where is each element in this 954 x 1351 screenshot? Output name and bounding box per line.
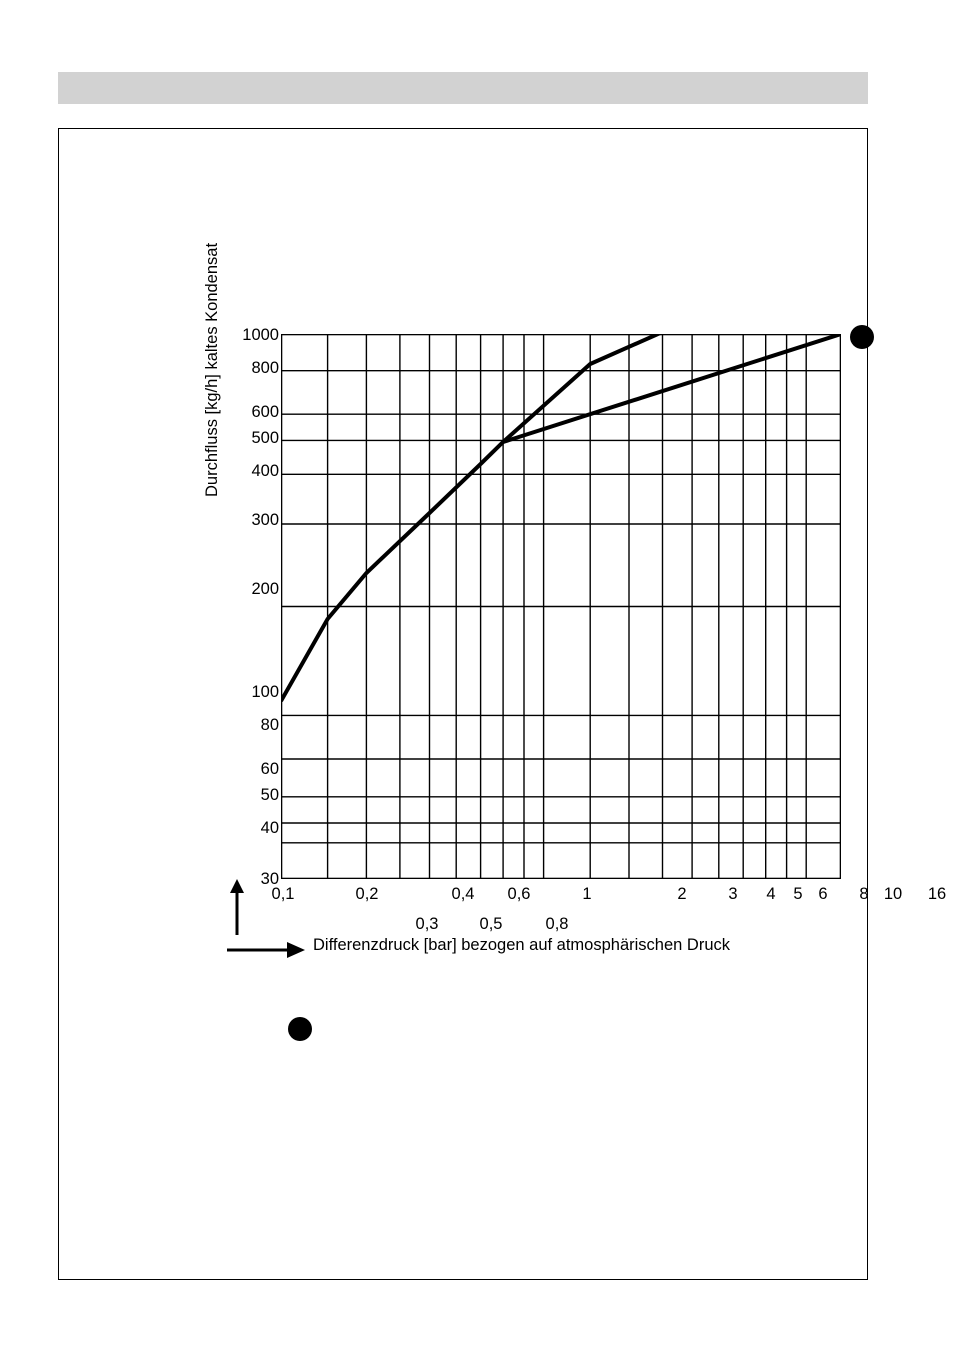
header-band: [58, 72, 868, 104]
x-axis-arrow-icon: [227, 939, 307, 961]
y-tick-label: 300: [251, 511, 279, 529]
x-tick-label: 0,8: [545, 915, 569, 933]
y-tick-label: 1000: [242, 326, 279, 344]
plot-area: [281, 334, 841, 879]
y-tick-label: 200: [251, 580, 279, 598]
y-tick-label: 400: [251, 462, 279, 480]
chart-svg: [281, 334, 841, 879]
x-tick-label: 4: [766, 885, 776, 903]
x-tick-label: 5: [793, 885, 803, 903]
y-axis-tick-labels: [231, 326, 279, 888]
x-tick-label: 0,5: [479, 915, 503, 933]
figure-diagram: [139, 179, 947, 969]
x-tick-label: 8: [859, 885, 869, 903]
bullet-marker-lower-left: [288, 1017, 312, 1041]
y-axis-arrow-icon: [227, 879, 247, 935]
x-tick-label: 1: [582, 885, 592, 903]
x-tick-label: 0,4: [451, 885, 475, 903]
x-tick-label: 16: [927, 885, 947, 903]
y-axis-title: Durchfluss [kg/h] kaltes Kondensat: [203, 242, 221, 497]
y-tick-label: 50: [260, 786, 279, 804]
x-tick-label: 0,3: [415, 915, 439, 933]
x-tick-label: 10: [883, 885, 903, 903]
y-tick-label: 600: [251, 403, 279, 421]
y-tick-label: 800: [251, 359, 279, 377]
x-tick-label: 0,6: [507, 885, 531, 903]
x-axis-tick-labels-primary: [271, 885, 947, 909]
y-tick-label: 30: [260, 870, 279, 888]
x-tick-label: 2: [677, 885, 687, 903]
x-tick-label: 0,1: [271, 885, 295, 903]
bullet-marker-top-right: [850, 325, 874, 349]
content-frame: [58, 128, 947, 1280]
y-tick-label: 500: [251, 429, 279, 447]
x-tick-label: 6: [818, 885, 828, 903]
y-tick-label: 40: [260, 819, 279, 837]
y-tick-label: 80: [260, 716, 279, 734]
x-tick-label: 0,2: [355, 885, 379, 903]
x-tick-label: 3: [728, 885, 738, 903]
x-axis-title: Differenzdruck [bar] bezogen auf atmosphärischen Druck: [313, 936, 730, 954]
y-tick-label: 60: [260, 760, 279, 778]
y-tick-label: 100: [251, 683, 279, 701]
